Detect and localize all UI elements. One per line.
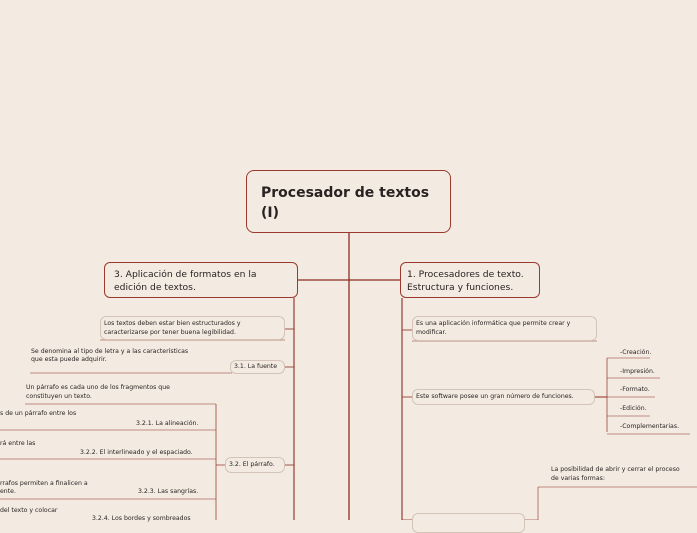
parrafo-desc-line1: Un párrafo es cada uno de los fragmentos que [26,384,170,391]
right-bottom-node[interactable] [412,513,525,533]
bordes-label: 3.2.4. Los bordes y sombreados [92,515,191,522]
alineacion-label: 3.2.1. La alineación. [136,420,199,427]
fuente-desc-line2: que esta puede adquirir. [31,356,107,363]
open-close-line2: de varias formas: [551,475,605,482]
bordes-text: del texto y colocar [0,507,58,514]
function-item: -Impresión. [620,368,655,375]
sangrias-label: 3.2.3. Las sangrías. [138,488,199,495]
left-intro-line2: caracterizarse por tener buena legibilidad. [104,329,236,336]
function-item: -Formato. [620,386,650,393]
right-branch-title-line1: 1. Procesadores de texto. [407,269,524,280]
right-def-line2: modificar. [416,329,447,336]
left-branch-title-line2: edición de textos. [114,282,196,293]
fuente-desc-line1: Se denomina al tipo de letra y a las características [31,348,189,355]
root-title-line2: (I) [261,205,280,221]
function-item: -Creación. [620,349,652,356]
left-intro-line1: Los textos deben estar bien estructurados y [104,320,241,327]
functions-label: Este software posee un gran número de funciones. [416,393,574,400]
interlineado-label: 3.2.2. El interlineado y el espaciado. [80,449,193,456]
function-item: -Edición. [620,405,647,412]
alineacion-text: s de un párrafo entre los [0,410,77,417]
parrafo-label: 3.2. El párrafo. [229,461,275,468]
right-branch-title-line2: Estructura y funciones. [407,282,514,293]
right-def-line1: Es una aplicación informática que permite crear y [416,320,571,327]
interlineado-text: rá entre las [0,440,36,447]
fuente-label: 3.1. La fuente [234,363,278,370]
root-title-line1: Procesador de textos [261,185,430,201]
parrafo-desc-line2: constituyen un texto. [26,393,92,400]
sangrias-text-line1: rrafos permiten a finalicen a [0,480,88,487]
sangrias-text-line2: ente. [0,488,16,495]
open-close-line1: La posibilidad de abrir y cerrar el proceso [551,466,680,473]
left-branch-title-line1: 3. Aplicación de formatos en la [114,269,257,280]
function-item: -Complementarias. [620,423,680,430]
